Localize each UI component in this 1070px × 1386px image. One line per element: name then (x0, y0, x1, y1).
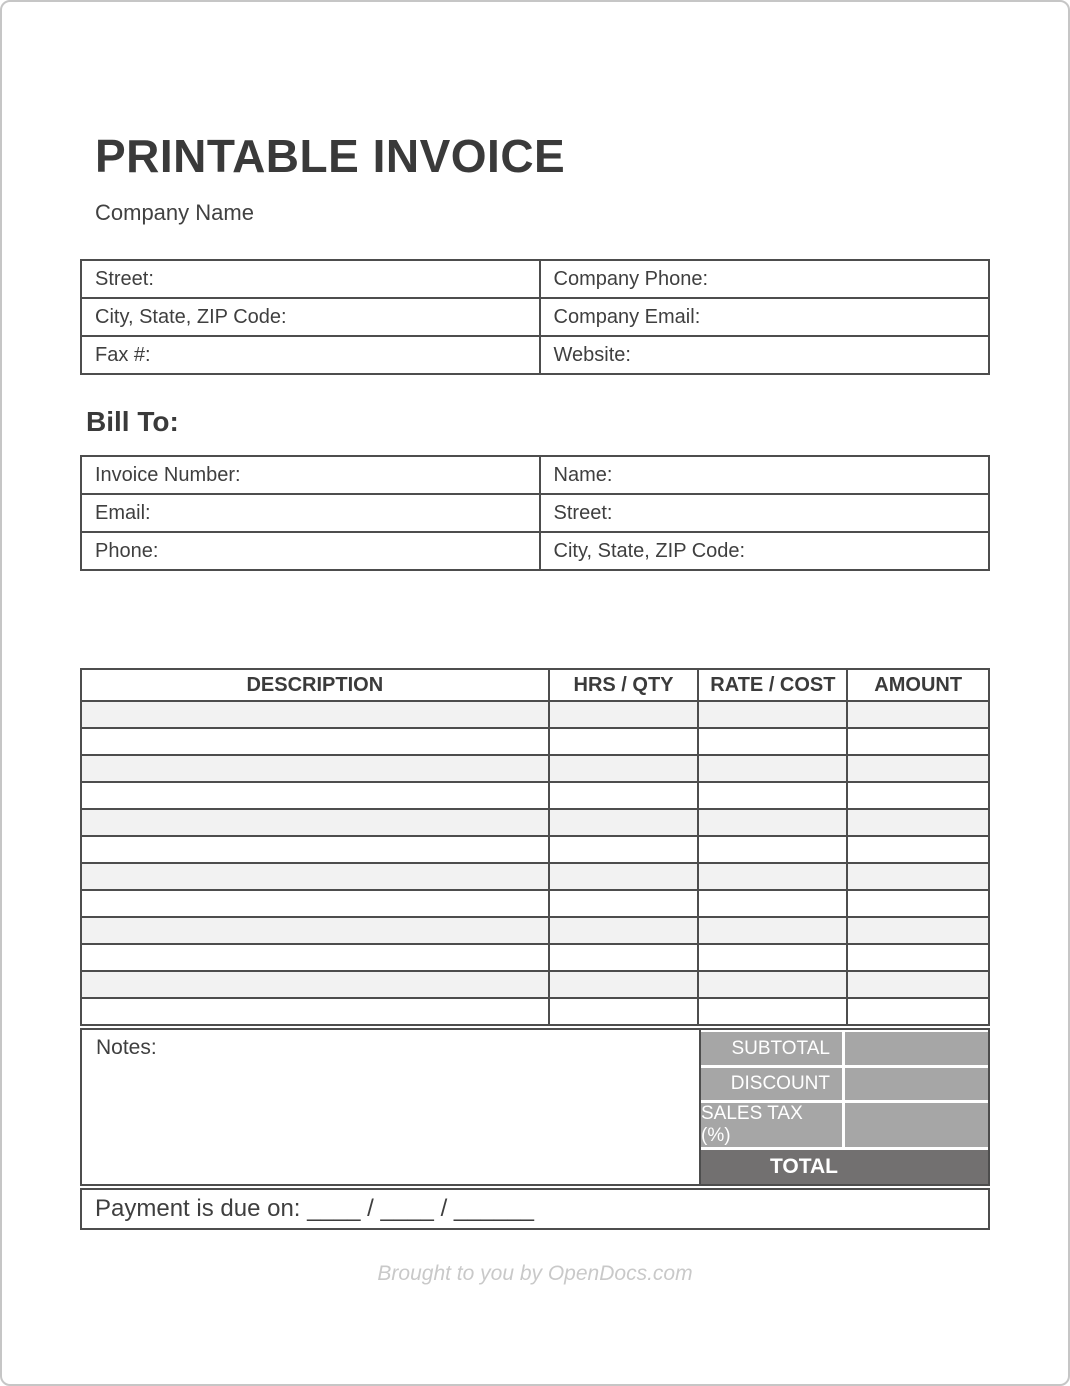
item-cell (81, 782, 549, 809)
item-cell (549, 998, 699, 1025)
summary-value (845, 1103, 988, 1147)
item-row (81, 944, 989, 971)
item-row (81, 917, 989, 944)
company-name: Company Name (95, 200, 254, 226)
item-cell (81, 728, 549, 755)
item-cell (847, 809, 989, 836)
field-label-right: Street: (540, 494, 989, 532)
item-cell (81, 998, 549, 1025)
summary-row (701, 1068, 988, 1100)
item-row (81, 701, 989, 728)
item-cell (549, 809, 699, 836)
table-row (81, 260, 989, 298)
table-row (81, 298, 989, 336)
item-row (81, 971, 989, 998)
item-cell (698, 971, 847, 998)
invoice-content (80, 2, 990, 1286)
item-cell (847, 863, 989, 890)
payment-due-text: Payment is due on: ____ / ____ / ______ (95, 1195, 534, 1223)
item-row (81, 998, 989, 1025)
field-label-left: Invoice Number: (81, 456, 540, 494)
item-row (81, 755, 989, 782)
line-items-table (80, 668, 990, 1026)
item-cell (698, 782, 847, 809)
item-cell (847, 917, 989, 944)
item-cell (81, 971, 549, 998)
item-cell (698, 998, 847, 1025)
field-label-right: Company Email: (540, 298, 989, 336)
item-cell (549, 755, 699, 782)
column-header: AMOUNT (847, 669, 989, 701)
field-label-right: Name: (540, 456, 989, 494)
summary-row (701, 1103, 988, 1147)
item-cell (549, 836, 699, 863)
item-cell (81, 809, 549, 836)
summary-row (701, 1032, 988, 1064)
summary-value (845, 1068, 988, 1100)
column-header: RATE / COST (698, 669, 847, 701)
field-label-left: Street: (81, 260, 540, 298)
item-cell (81, 944, 549, 971)
bill-to-table (80, 455, 990, 571)
item-cell (81, 863, 549, 890)
item-cell (549, 782, 699, 809)
item-cell (847, 971, 989, 998)
table-row (81, 494, 989, 532)
item-cell (81, 701, 549, 728)
column-header: DESCRIPTION (81, 669, 549, 701)
item-cell (698, 809, 847, 836)
item-cell (847, 890, 989, 917)
item-row (81, 728, 989, 755)
item-cell (698, 701, 847, 728)
item-cell (549, 728, 699, 755)
field-label-right: Website: (540, 336, 989, 374)
summary-label: SUBTOTAL (701, 1032, 842, 1064)
item-cell (81, 890, 549, 917)
item-cell (698, 755, 847, 782)
item-cell (847, 701, 989, 728)
item-cell (549, 890, 699, 917)
item-cell (698, 836, 847, 863)
item-cell (81, 755, 549, 782)
item-cell (549, 917, 699, 944)
item-row (81, 809, 989, 836)
summary-section (80, 1028, 990, 1186)
item-cell (549, 971, 699, 998)
summary-label: DISCOUNT (701, 1068, 842, 1100)
item-row (81, 863, 989, 890)
field-label-right: Company Phone: (540, 260, 989, 298)
item-cell (549, 944, 699, 971)
items-header-row (81, 669, 989, 701)
company-info-table (80, 259, 990, 375)
table-row (81, 456, 989, 494)
field-label-right: City, State, ZIP Code: (540, 532, 989, 570)
summary-label: SALES TAX (%) (701, 1103, 842, 1147)
bill-to-heading: Bill To: (86, 406, 179, 438)
payment-due-row (80, 1188, 990, 1230)
item-row (81, 836, 989, 863)
field-label-left: Fax #: (81, 336, 540, 374)
total-label: TOTAL (769, 1155, 838, 1179)
item-cell (847, 755, 989, 782)
item-cell (549, 863, 699, 890)
notes-label: Notes: (96, 1036, 157, 1060)
item-cell (698, 863, 847, 890)
table-row (81, 336, 989, 374)
item-cell (847, 998, 989, 1025)
column-header: HRS / QTY (549, 669, 699, 701)
item-cell (698, 944, 847, 971)
total-row (701, 1150, 988, 1184)
item-cell (81, 917, 549, 944)
item-cell (847, 944, 989, 971)
page-title: PRINTABLE INVOICE (95, 130, 566, 182)
footer-attribution: Brought to you by OpenDocs.com (377, 1262, 693, 1286)
item-cell (698, 917, 847, 944)
item-cell (81, 836, 549, 863)
item-cell (847, 728, 989, 755)
field-label-left: City, State, ZIP Code: (81, 298, 540, 336)
item-cell (549, 701, 699, 728)
item-cell (847, 836, 989, 863)
item-row (81, 782, 989, 809)
item-cell (698, 890, 847, 917)
table-row (81, 532, 989, 570)
notes-cell (82, 1030, 701, 1184)
summary-value (845, 1032, 988, 1064)
item-cell (847, 782, 989, 809)
field-label-left: Email: (81, 494, 540, 532)
item-row (81, 890, 989, 917)
field-label-left: Phone: (81, 532, 540, 570)
totals-block (701, 1030, 988, 1184)
item-cell (698, 728, 847, 755)
